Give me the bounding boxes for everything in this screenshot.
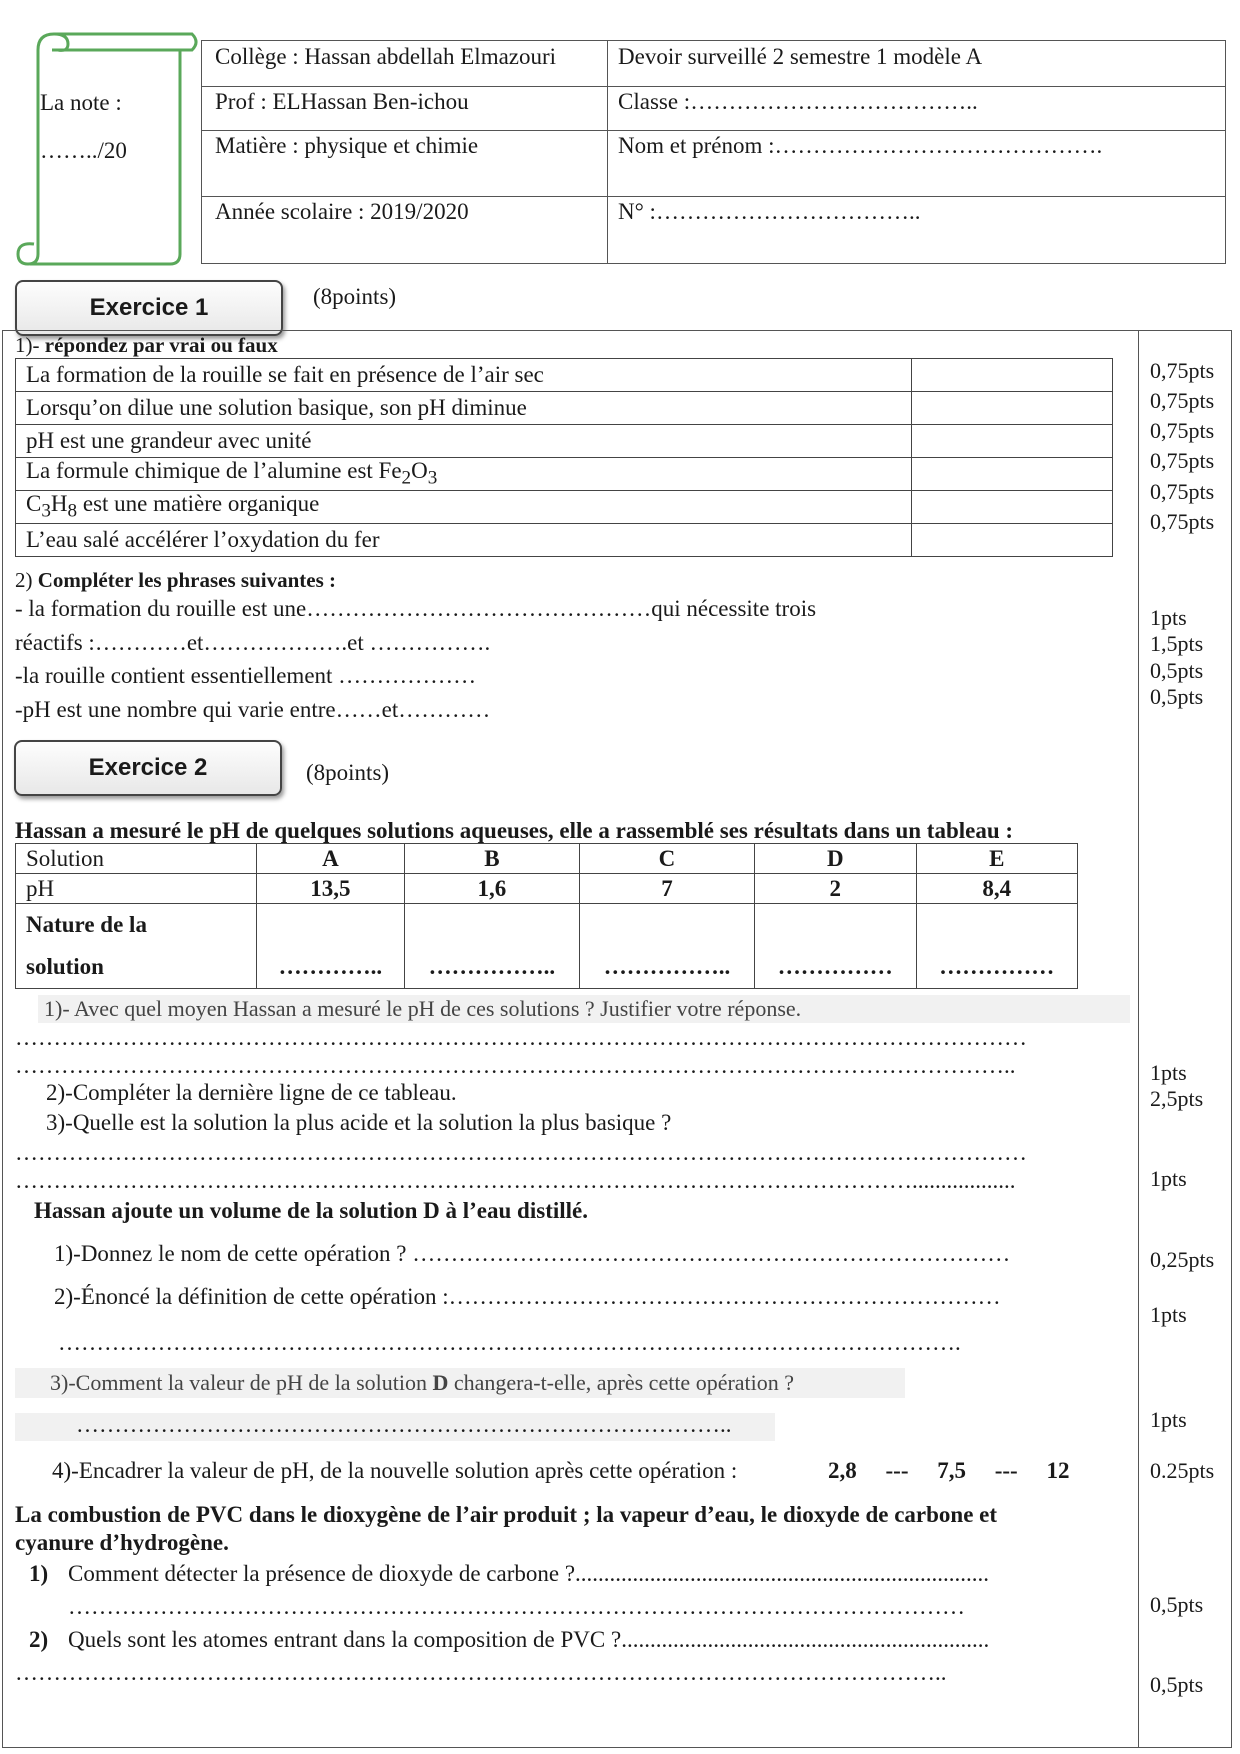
statement: Lorsqu’on dilue une solution basique, son pH diminue — [16, 392, 912, 425]
vrai-faux-table — [15, 358, 1113, 557]
points: 0,5pts — [1150, 1672, 1204, 1697]
solution-name: C — [579, 844, 754, 874]
answer-line[interactable]: ………………………………………………………………………………………………………………….. — [15, 1053, 1016, 1078]
answer-cell[interactable] — [912, 491, 1113, 524]
points: 0.25pts — [1150, 1458, 1215, 1483]
answer-cell[interactable] — [912, 458, 1113, 491]
statement: L’eau salé accélérer l’oxydation du fer — [16, 524, 912, 557]
points: 0,75pts — [1150, 388, 1215, 413]
points: 0,75pts — [1150, 358, 1215, 383]
ex2-intro: Hassan a mesuré le pH de quelques solutions aqueuses, elle a rassemblé ses résultats dans un tableau : — [15, 818, 1014, 843]
pvc-intro-line-1: La combustion de PVC dans le dioxygène de l’air produit ; la vapeur d’eau, le dioxyde de carbone et — [15, 1502, 998, 1527]
table-row — [16, 874, 1078, 904]
exercice-2-tab — [14, 740, 282, 796]
note-value: ……../20 — [40, 138, 127, 163]
ph-value: 1,6 — [404, 874, 579, 904]
statement: pH est une grandeur avec unité — [16, 425, 912, 458]
numero-field[interactable]: N° :…………………………….. — [618, 199, 921, 224]
row-label: Nature de la solution — [16, 904, 257, 989]
answer-line[interactable]: ……………………………………………………………………………………………………… — [68, 1594, 965, 1619]
ex1-q2: 2) Compléter les phrases suivantes : — [15, 568, 337, 592]
ph-choices[interactable]: 2,8 --- 7,5 --- 12 — [828, 1458, 1070, 1483]
table-row — [16, 359, 1113, 392]
points: 1pts — [1150, 1302, 1187, 1327]
fill-line[interactable]: -la rouille contient essentiellement ……………… — [15, 663, 477, 688]
devoir-title: Devoir surveillé 2 semestre 1 modèle A — [618, 44, 983, 69]
fill-line[interactable]: réactifs :…………et……………….et ……………. — [15, 630, 491, 655]
fill-line[interactable]: - la formation du rouille est une………………………………………qui nécessite trois — [15, 596, 817, 621]
answer-cell[interactable] — [912, 425, 1113, 458]
points: 0,75pts — [1150, 448, 1215, 473]
dilution-q2[interactable]: 2)-Énoncé la définition de cette opération :……………………………………………………………… — [54, 1284, 1001, 1309]
row-label: Solution — [16, 844, 257, 874]
points: 0,75pts — [1150, 509, 1215, 534]
points: 0,75pts — [1150, 418, 1215, 443]
dilution-q1[interactable]: 1)-Donnez le nom de cette opération ? …………………………………………………………………… — [54, 1241, 1011, 1266]
note-label: La note : — [40, 90, 122, 115]
matiere: Matière : physique et chimie — [215, 133, 479, 158]
table-row — [16, 491, 1113, 524]
ex2-q2: 2)-Compléter la dernière ligne de ce tableau. — [46, 1080, 457, 1105]
table-row — [16, 392, 1113, 425]
answer-cell[interactable] — [912, 524, 1113, 557]
ph-value: 2 — [755, 874, 916, 904]
table-row — [16, 425, 1113, 458]
fill-line[interactable]: -pH est une nombre qui varie entre……et………… — [15, 697, 491, 722]
statement: La formation de la rouille se fait en présence de l’air sec — [16, 359, 912, 392]
pvc-q2-number: 2) — [29, 1627, 49, 1652]
points: 0,25pts — [1150, 1247, 1215, 1272]
points: 0,5pts — [1150, 1592, 1204, 1617]
ex2-q1: 1)- Avec quel moyen Hassan a mesuré le pH de ces solutions ? Justifier votre réponse. — [44, 996, 802, 1021]
ph-table — [15, 843, 1078, 989]
points: 1pts — [1150, 605, 1187, 630]
nature-cell[interactable]: …………….. — [404, 904, 579, 989]
points: 1pts — [1150, 1060, 1187, 1085]
points: 0,5pts — [1150, 684, 1204, 709]
solution-name: D — [755, 844, 916, 874]
ex1-q1: 1)- répondez par vrai ou faux — [15, 333, 278, 357]
solution-name: B — [404, 844, 579, 874]
nature-cell[interactable]: ………….. — [257, 904, 405, 989]
exercice-2-points: (8points) — [306, 760, 390, 785]
ph-value: 7 — [579, 874, 754, 904]
statement: La formule chimique de l’alumine est $Fe_2O_3$ — [16, 458, 912, 491]
ph-value: 13,5 — [257, 874, 405, 904]
answer-line[interactable]: ………………………………………………………………………….. — [76, 1412, 732, 1437]
pvc-q1[interactable]: Comment détecter la présence de dioxyde de carbone ?........................................................................ — [68, 1561, 990, 1586]
classe-field[interactable]: Classe :……………………………….. — [618, 89, 978, 114]
prof-name: Prof : ELHassan Ben-ichou — [215, 89, 469, 114]
points: 1,5pts — [1150, 631, 1204, 656]
college-name: Collège : Hassan abdellah Elmazouri — [215, 44, 557, 69]
table-row — [16, 458, 1113, 491]
row-label: pH — [16, 874, 257, 904]
answer-line[interactable]: ………………………………………………………………………………………………………. — [58, 1330, 961, 1355]
answer-line[interactable]: ……………………………………………………………………………………………………….................. — [15, 1168, 1016, 1193]
answer-line[interactable]: ………………………………………………………………………………………………………….. — [15, 1660, 947, 1685]
points: 0,75pts — [1150, 479, 1215, 504]
annee-scolaire: Année scolaire : 2019/2020 — [215, 199, 469, 224]
nature-cell[interactable]: …………….. — [579, 904, 754, 989]
answer-line[interactable]: …………………………………………………………………………………………………………………… — [15, 1140, 1027, 1165]
points: 1pts — [1150, 1166, 1187, 1191]
exercice-1-points: (8points) — [313, 284, 397, 309]
table-row — [16, 904, 1078, 989]
pvc-intro-line-2: cyanure d’hydrogène. — [15, 1530, 229, 1555]
exercice-1-title: Exercice 1 — [89, 294, 209, 321]
exercice-1-tab — [15, 280, 283, 336]
answer-cell[interactable] — [912, 392, 1113, 425]
nature-cell[interactable]: …………… — [755, 904, 916, 989]
answer-line[interactable]: …………………………………………………………………………………………………………………… — [15, 1025, 1027, 1050]
solution-name: A — [257, 844, 405, 874]
table-row — [16, 524, 1113, 557]
solution-name: E — [916, 844, 1078, 874]
points: 0,5pts — [1150, 658, 1204, 683]
pvc-q2[interactable]: Quels sont les atomes entrant dans la composition de PVC ?................................................................ — [68, 1627, 990, 1652]
table-row — [16, 844, 1078, 874]
dilution-q4: 4)-Encadrer la valeur de pH, de la nouvelle solution après cette opération : — [52, 1458, 738, 1483]
ph-value: 8,4 — [916, 874, 1078, 904]
dilution-intro: Hassan ajoute un volume de la solution D à l’eau distillé. — [34, 1198, 588, 1223]
pvc-q1-number: 1) — [29, 1561, 49, 1586]
nom-prenom-field[interactable]: Nom et prénom :……………………………………. — [618, 133, 1103, 158]
answer-cell[interactable] — [912, 359, 1113, 392]
nature-cell[interactable]: …………… — [916, 904, 1078, 989]
statement: $C_3H_8$ est une matière organique — [16, 491, 912, 524]
points: 1pts — [1150, 1407, 1187, 1432]
ex2-q3: 3)-Quelle est la solution la plus acide et la solution la plus basique ? — [46, 1110, 672, 1135]
exercice-2-title: Exercice 2 — [88, 754, 208, 781]
points: 2,5pts — [1150, 1086, 1204, 1111]
dilution-q3: 3)-Comment la valeur de pH de la solution D changera-t-elle, après cette opération ? — [50, 1370, 795, 1395]
